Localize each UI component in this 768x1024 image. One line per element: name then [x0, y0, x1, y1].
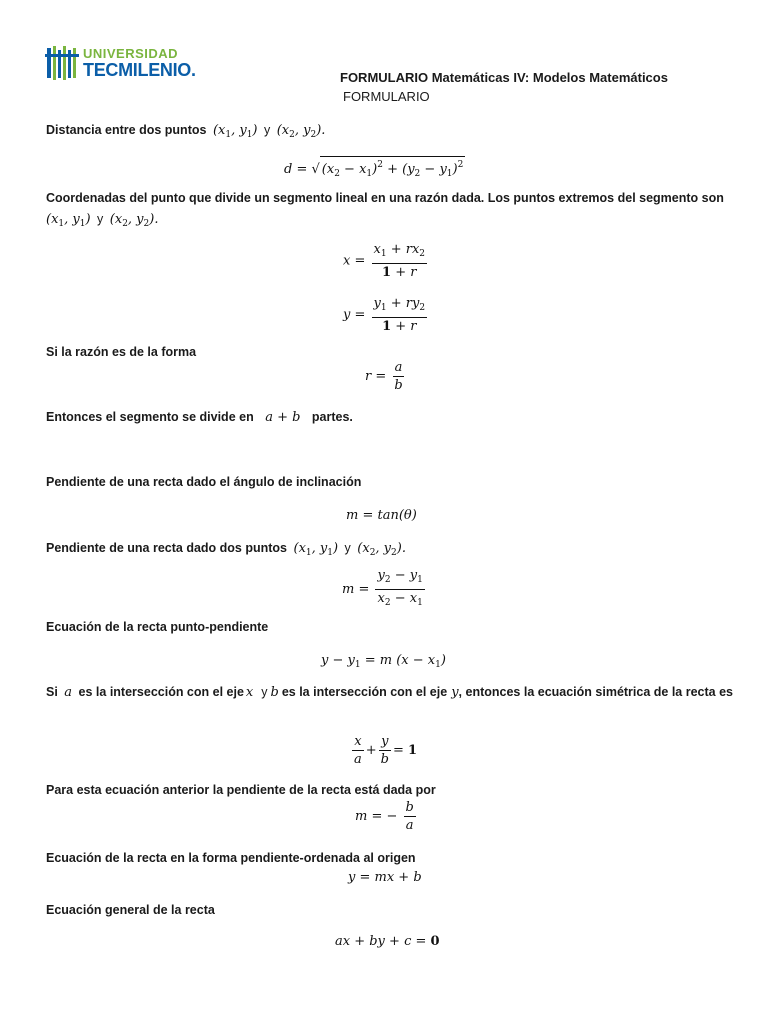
slope-angle-label: Pendiente de una recta dado el ángulo de inclinación: [46, 475, 362, 489]
ratio-formula: r = $\frac{a}{b}$: [365, 360, 403, 393]
divided-suffix: partes.: [311, 410, 353, 424]
slope-intercept-formula: y = mx + b: [348, 870, 422, 885]
divided-label: Entonces el segmento se divide en a + b partes.: [46, 410, 353, 425]
slope-from-symmetric-label: Para esta ecuación anterior la pendiente de la recta está dada por: [46, 783, 436, 797]
slope-points-formula: m = $\frac{y_2 - y_1}{x_2 - x_1}$: [342, 568, 423, 608]
y-division-formula: y = $\frac{y_1 + ry_2}{1 + r}$: [343, 296, 426, 334]
slope-from-symmetric-formula: m = − $\frac{b}{a}$: [355, 800, 414, 833]
sym-end-text: , entonces la ecuación simétrica de la recta es: [458, 685, 733, 699]
slope-points-text: Pendiente de una recta dado dos puntos: [46, 541, 288, 555]
slope-points-label: Pendiente de una recta dado dos puntos ($x_1$, $y_1$) y ($x_2$, $y_2$).: [46, 541, 406, 558]
connector-y: y: [97, 212, 104, 226]
divided-prefix: Entonces el segmento se divide en: [46, 410, 254, 424]
logo-line2: TECMILENIO.: [83, 60, 196, 80]
distance-formula: d = √ $(x_2 - x_1)^2 + (y_2 - y_1)^2$: [284, 156, 465, 182]
symmetric-formula: $\frac{x}{a}$ + $\frac{y}{b}$ = 1: [354, 734, 418, 767]
general-label: Ecuación general de la recta: [46, 903, 215, 917]
tecmilenio-logo: [45, 44, 215, 84]
sym-b-text: es la intersección con el eje: [281, 685, 448, 699]
connector-y: y: [263, 123, 271, 137]
coords-label: Coordenadas del punto que divide un segmento lineal en una razón dada. Los puntos extremos del segmento son: [46, 191, 724, 205]
coords-points: ($x_1$, $y_1$) y ($x_2$, $y_2$).: [46, 212, 159, 229]
x-division-formula: x = $\frac{x_1 + rx_2}{1 + r}$: [343, 242, 426, 280]
sym-si: Si: [46, 685, 58, 699]
logo-line1: UNIVERSIDAD: [83, 46, 179, 61]
point-slope-label: Ecuación de la recta punto-pendiente: [46, 620, 269, 634]
ratio-form-label: Si la razón es de la forma: [46, 345, 197, 359]
document-title: FORMULARIO Matemáticas IV: Modelos Matemáticos: [340, 70, 668, 85]
connector-y: y: [261, 685, 268, 699]
slope-angle-formula: m = tan(θ): [346, 508, 417, 523]
distance-text: Distancia entre dos puntos: [46, 123, 207, 137]
general-formula: ax + by + c = 0: [335, 934, 440, 949]
point-slope-formula: $y - y_1 = m$ $(x - x_1)$: [321, 653, 446, 670]
connector-y: y: [344, 541, 351, 555]
document-subtitle: FORMULARIO: [343, 89, 430, 104]
distance-label: Distancia entre dos puntos ($x_1$, $y_1$) y ($x_2$, $y_2$).: [46, 123, 326, 140]
symmetric-label: Si a es la intersección con el eje x y b es la intersección con el eje y, entonces la ecuación simétrica de la recta es: [46, 685, 733, 700]
logo-mark-icon: [45, 44, 81, 82]
sym-a-text: es la intersección con el eje: [78, 685, 244, 699]
slope-intercept-label: Ecuación de la recta en la forma pendiente-ordenada al origen: [46, 851, 416, 865]
